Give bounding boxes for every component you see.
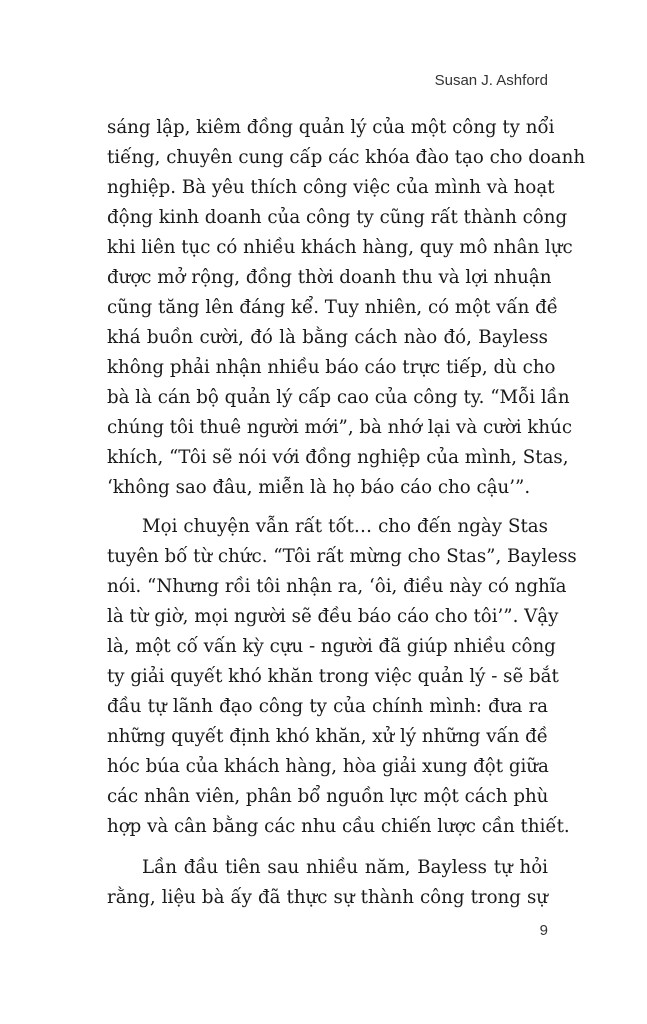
text-line: được mở rộng, đồng thời doanh thu và lợi nhuận — [107, 267, 552, 288]
text-line: Lần đầu tiên sau nhiều năm, Bayless tự hỏi — [142, 857, 548, 878]
text-line: rằng, liệu bà ấy đã thực sự thành công trong sự — [107, 887, 548, 908]
text-line: nghiệp. Bà yêu thích công việc của mình và hoạt — [107, 177, 555, 198]
text-line: nói. “Nhưng rồi tôi nhận ra, ‘ôi, điều này có nghĩa — [107, 576, 567, 597]
text-line: đầu tự lãnh đạo công ty của chính mình: đưa ra — [107, 696, 548, 717]
text-line: khi liên tục có nhiều khách hàng, quy mô nhân lực — [107, 237, 573, 258]
text-line: ty giải quyết khó khăn trong việc quản lý - sẽ bắt — [107, 666, 559, 687]
page-number: 9 — [539, 922, 548, 939]
text-line: bà là cán bộ quản lý cấp cao của công ty. “Mỗi lần — [107, 387, 570, 408]
text-line: những quyết định khó khăn, xử lý những vấn đề — [107, 726, 548, 747]
text-line: Mọi chuyện vẫn rất tốt… cho đến ngày Stas — [142, 516, 548, 537]
text-line: hợp và cân bằng các nhu cầu chiến lược cần thiết. — [107, 816, 570, 837]
text-line: động kinh doanh của công ty cũng rất thành công — [107, 207, 568, 228]
text-line: khích, “Tôi sẽ nói với đồng nghiệp của mình, Stas, — [107, 447, 569, 468]
text-line: là từ giờ, mọi người sẽ đều báo cáo cho tôi’”. Vậy — [107, 606, 559, 627]
text-line: tiếng, chuyên cung cấp các khóa đào tạo cho doanh — [107, 147, 586, 168]
text-line: chúng tôi thuê người mới”, bà nhớ lại và cười khúc — [107, 417, 573, 438]
text-line: hóc búa của khách hàng, hòa giải xung đột giữa — [107, 756, 549, 777]
text-line: ‘không sao đâu, miễn là họ báo cáo cho cậu’”. — [107, 477, 531, 498]
text-line: là, một cố vấn kỳ cựu - người đã giúp nhiều công — [107, 636, 556, 657]
running-header-author: Susan J. Ashford — [434, 72, 548, 89]
text-line: cũng tăng lên đáng kể. Tuy nhiên, có một vấn đề — [107, 297, 558, 318]
text-line: các nhân viên, phân bổ nguồn lực một cách phù — [107, 786, 549, 807]
text-line: sáng lập, kiêm đồng quản lý của một công ty nổi — [107, 117, 555, 138]
text-line: không phải nhận nhiều báo cáo trực tiếp, dù cho — [107, 357, 556, 378]
text-line: khá buồn cười, đó là bằng cách nào đó, Bayless — [107, 327, 548, 348]
text-line: tuyên bố từ chức. “Tôi rất mừng cho Stas”, Bayless — [107, 546, 577, 567]
